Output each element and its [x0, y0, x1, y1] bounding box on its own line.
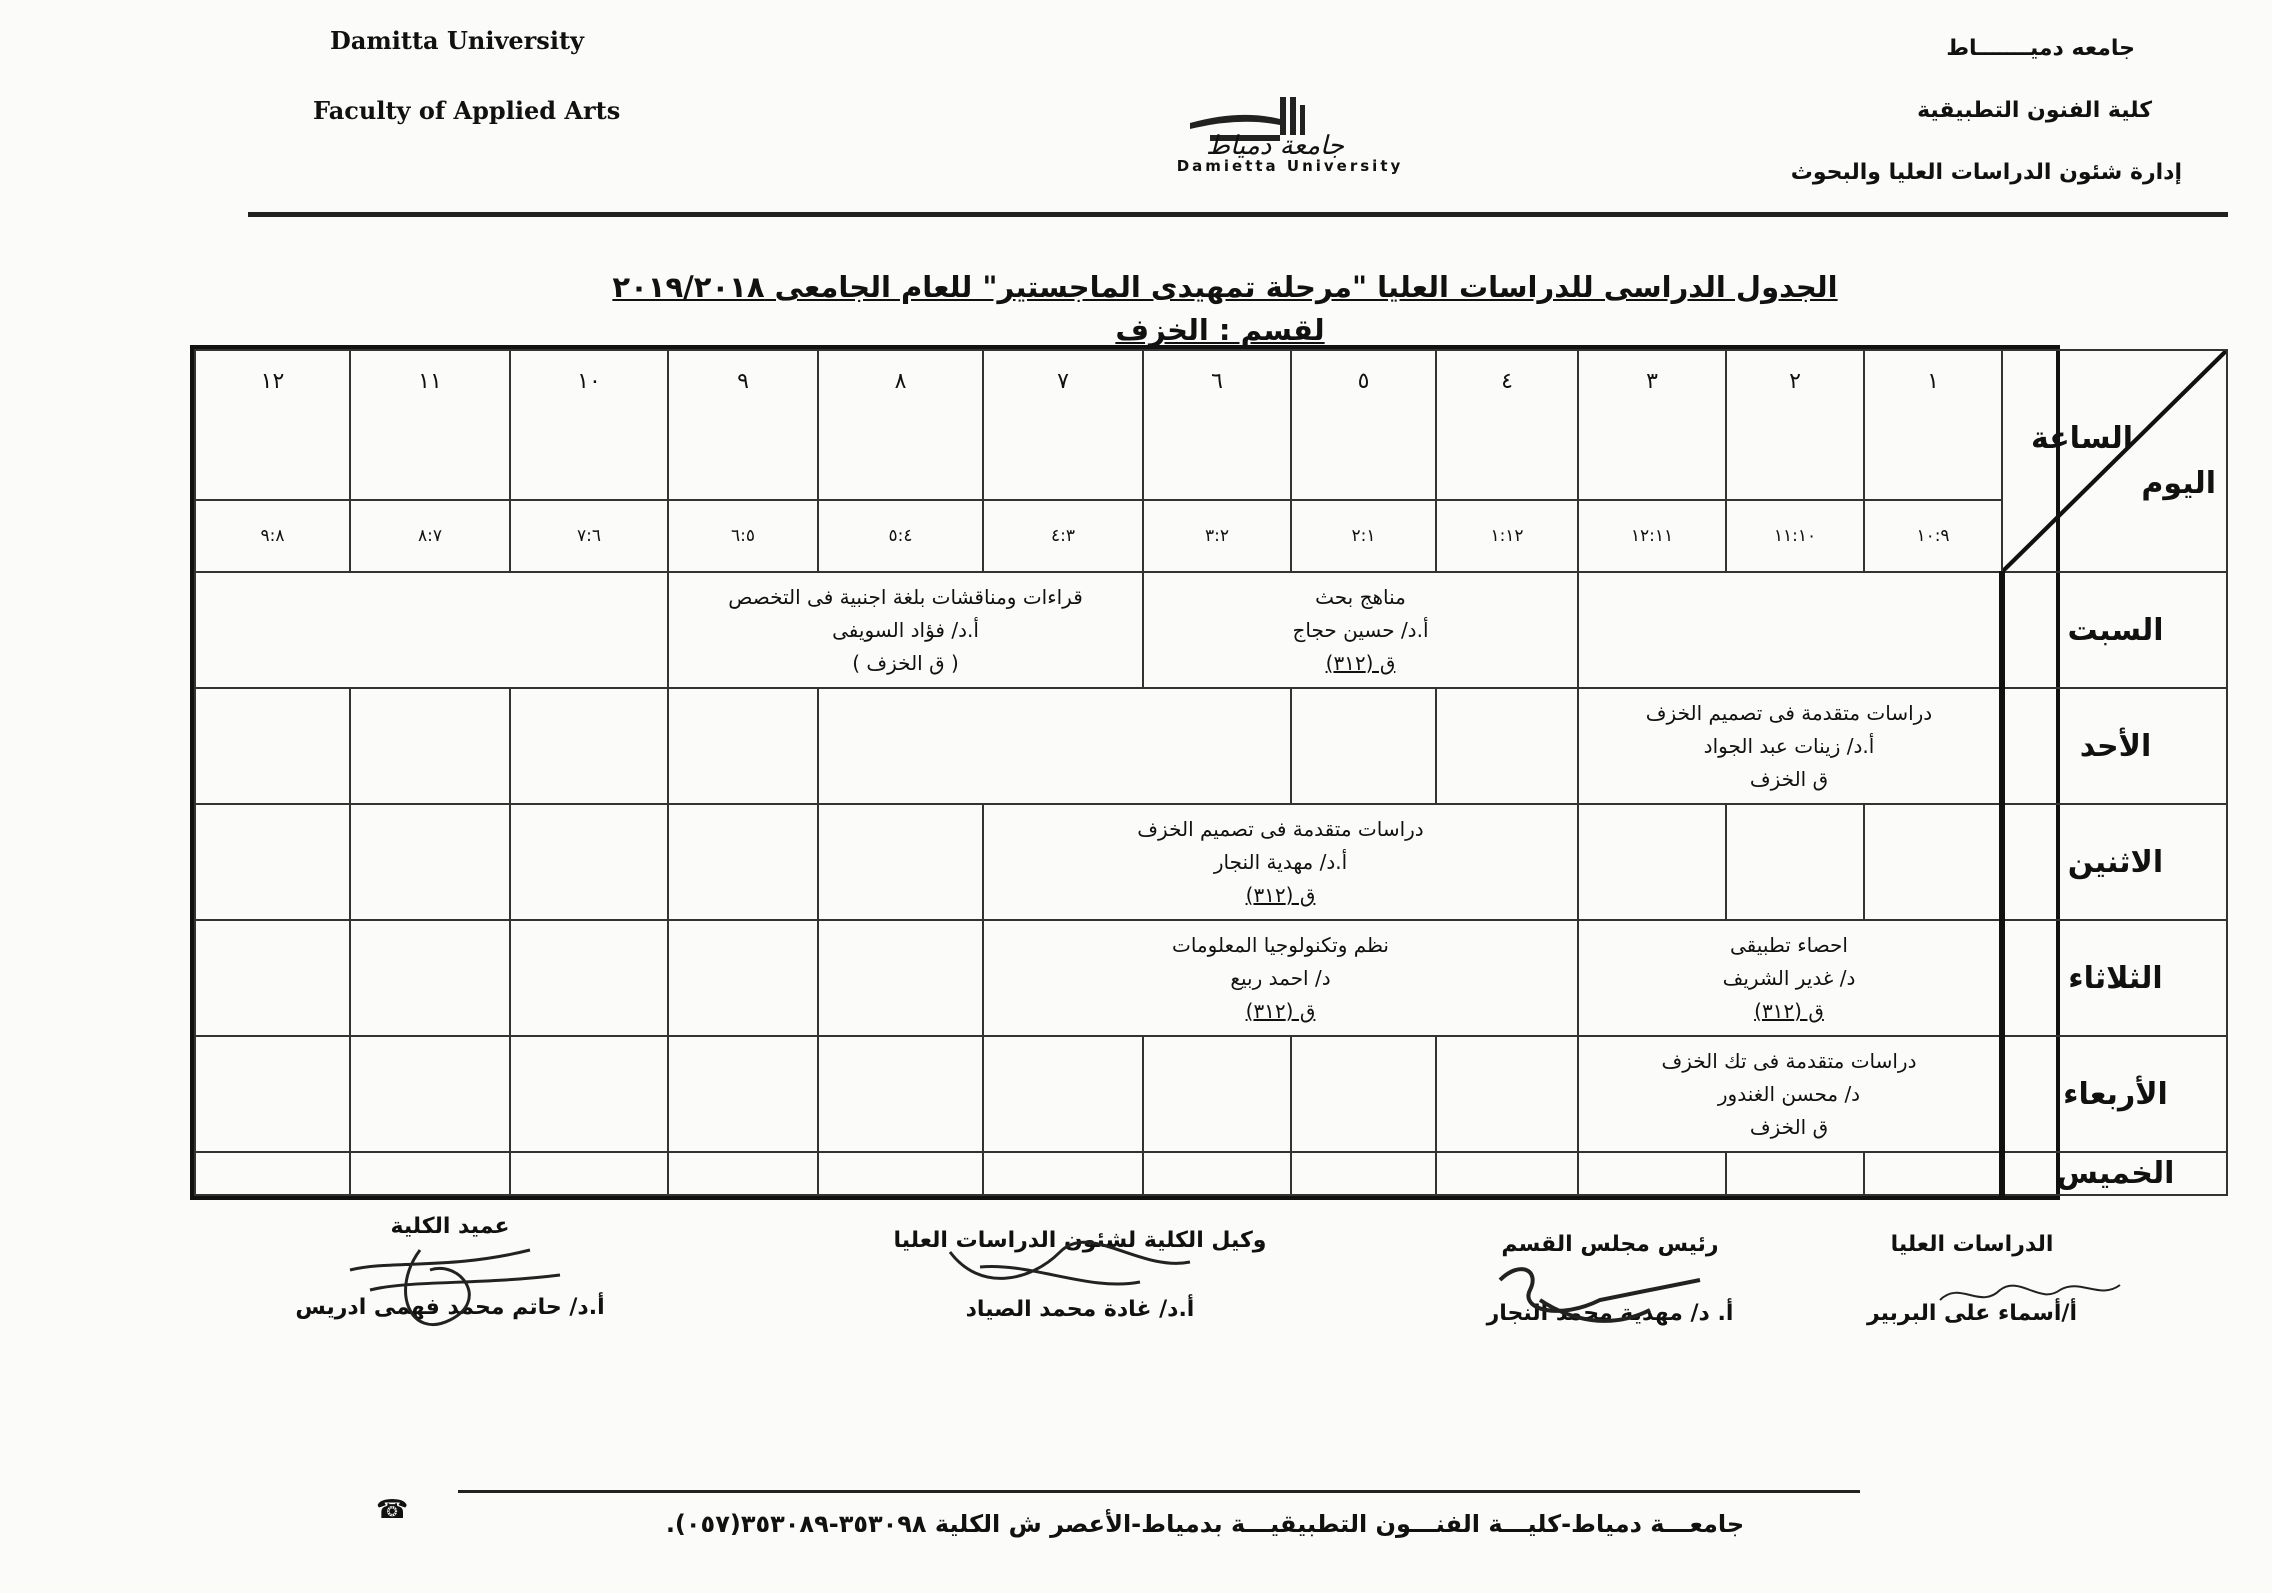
university-name-ar: جامعه دميـــــــاط	[1946, 36, 2135, 61]
telephone-icon: ☎	[376, 1495, 409, 1525]
slot-number: ١	[1864, 350, 2002, 500]
empty-cell	[1578, 1152, 1726, 1195]
empty-cell	[510, 1036, 668, 1152]
footer-rule	[458, 1490, 1860, 1493]
timetable	[190, 345, 2216, 1200]
empty-cell	[1291, 688, 1436, 804]
department-title: لقسم : الخزف	[1115, 313, 1325, 347]
empty-cell	[1864, 1152, 2002, 1195]
time-label: ٩:٨	[195, 500, 350, 572]
course-title: مناهج بحث	[1315, 584, 1406, 609]
signature-role: عميد الكلية	[390, 1214, 510, 1239]
handwritten-signature	[1930, 1270, 2130, 1320]
empty-cell	[510, 688, 668, 804]
course-room: ق الخزف	[1749, 1114, 1829, 1139]
course-cell	[983, 920, 1578, 1036]
slot-number: ١٠	[510, 350, 668, 500]
course-title: احصاء تطبيقى	[1730, 932, 1848, 957]
course-cell	[1578, 688, 2002, 804]
empty-cell	[195, 688, 350, 804]
time-label: ٨:٧	[350, 500, 510, 572]
empty-cell	[1143, 1152, 1291, 1195]
corner-diagonal	[2003, 351, 2226, 571]
time-label: ١٠:٩	[1864, 500, 2002, 572]
course-teacher: أ.د/ فؤاد السويفى	[832, 617, 979, 642]
day-saturday: السبت	[2002, 572, 2227, 688]
empty-cell	[350, 920, 510, 1036]
slot-number: ٨	[818, 350, 983, 500]
course-room: ق (٣١٢)	[1245, 882, 1316, 907]
time-label: ١٢:١١	[1578, 500, 1726, 572]
empty-cell	[668, 1036, 818, 1152]
course-cell	[668, 572, 1143, 688]
logo-text-ar: جامعة دمياط	[1206, 131, 1344, 161]
course-teacher: د/ محسن الغندور	[1717, 1081, 1861, 1106]
course-room: ق (٣١٢)	[1325, 650, 1396, 675]
empty-cell	[1436, 1036, 1578, 1152]
slot-number: ٩	[668, 350, 818, 500]
logo-text-en: Damietta University	[1176, 157, 1404, 175]
corner-cell	[2002, 350, 2227, 572]
signature-name: أ.د/ غادة محمد الصياد	[965, 1297, 1195, 1322]
slot-number: ٦	[1143, 350, 1291, 500]
faculty-name-ar: كلية الفنون التطبيقية	[1917, 98, 2152, 123]
faculty-name-en: Faculty of Applied Arts	[313, 96, 621, 125]
slot-number: ٢	[1726, 350, 1864, 500]
slot-number: ٥	[1291, 350, 1436, 500]
course-teacher: د/ غدير الشريف	[1722, 965, 1856, 990]
signature-name: أ.د/ حاتم محمد فهمى ادريس	[295, 1295, 605, 1320]
time-label: ٢:١	[1291, 500, 1436, 572]
slot-number: ٤	[1436, 350, 1578, 500]
university-logo	[1130, 95, 1450, 175]
time-label: ٦:٥	[668, 500, 818, 572]
empty-cell	[195, 920, 350, 1036]
empty-cell	[1291, 1152, 1436, 1195]
course-title: قراءات ومناقشات بلغة اجنبية فى التخصص	[728, 584, 1083, 609]
hour-label: الساعة	[2031, 421, 2134, 456]
empty-cell	[350, 804, 510, 920]
signature-role: رئيس مجلس القسم	[1501, 1232, 1719, 1257]
empty-cell	[195, 1036, 350, 1152]
course-title: دراسات متقدمة فى تصميم الخزف	[1645, 700, 1933, 725]
course-cell	[1578, 920, 2002, 1036]
handwritten-signature	[330, 1230, 570, 1340]
empty-cell	[1726, 1152, 1864, 1195]
time-label: ٤:٣	[983, 500, 1143, 572]
slot-number: ٧	[983, 350, 1143, 500]
empty-cell	[983, 1036, 1143, 1152]
empty-cell	[1578, 804, 1726, 920]
empty-cell	[668, 688, 818, 804]
time-label: ١:١٢	[1436, 500, 1578, 572]
handwritten-signature	[940, 1222, 1200, 1312]
empty-cell	[1864, 804, 2002, 920]
header-rule	[248, 212, 2228, 217]
course-title: دراسات متقدمة فى تك الخزف	[1661, 1048, 1917, 1073]
time-label: ٥:٤	[818, 500, 983, 572]
empty-cell	[1578, 572, 2002, 688]
slot-number: ١٢	[195, 350, 350, 500]
empty-cell	[510, 1152, 668, 1195]
empty-cell	[350, 1152, 510, 1195]
day-label: اليوم	[2141, 466, 2216, 501]
day-sunday: الأحد	[2002, 688, 2227, 804]
course-teacher: د/ احمد ربيع	[1230, 965, 1331, 990]
course-teacher: أ.د/ مهدية النجار	[1213, 849, 1348, 874]
course-cell	[983, 804, 1578, 920]
empty-cell	[668, 920, 818, 1036]
department-name-ar: إدارة شئون الدراسات العليا والبحوث	[1790, 160, 2182, 185]
time-label: ١١:١٠	[1726, 500, 1864, 572]
empty-cell	[510, 920, 668, 1036]
empty-cell	[350, 688, 510, 804]
day-tuesday: الثلاثاء	[2002, 920, 2227, 1036]
signature-role: وكيل الكلية لشئون الدراسات العليا	[893, 1228, 1267, 1253]
empty-cell	[818, 688, 1291, 804]
empty-cell	[818, 804, 983, 920]
course-room: ق الخزف	[1749, 766, 1829, 791]
empty-cell	[195, 804, 350, 920]
time-label: ٧:٦	[510, 500, 668, 572]
empty-cell	[983, 1152, 1143, 1195]
empty-cell	[818, 920, 983, 1036]
signature-name: أ/أسماء على البربير	[1867, 1301, 2077, 1326]
university-name-en: Damitta University	[330, 26, 584, 55]
course-cell	[1143, 572, 1578, 688]
empty-cell	[668, 804, 818, 920]
course-room: ق (٣١٢)	[1754, 998, 1824, 1023]
empty-cell	[350, 1036, 510, 1152]
empty-cell	[1726, 804, 1864, 920]
time-label: ٣:٢	[1143, 500, 1291, 572]
course-teacher: أ.د/ زينات عبد الجواد	[1703, 733, 1875, 758]
empty-cell	[1291, 1036, 1436, 1152]
empty-cell	[818, 1152, 983, 1195]
empty-cell	[1143, 1036, 1291, 1152]
timetable-grid	[194, 349, 2228, 1196]
course-title: دراسات متقدمة فى تصميم الخزف	[1137, 816, 1424, 841]
day-thursday: الخميس	[2002, 1152, 2227, 1195]
course-cell	[1578, 1036, 2002, 1152]
handwritten-signature	[1480, 1250, 1720, 1340]
slot-number: ٣	[1578, 350, 1726, 500]
empty-cell	[195, 572, 668, 688]
day-wednesday: الأربعاء	[2002, 1036, 2227, 1152]
course-room: ق (٣١٢)	[1245, 998, 1316, 1023]
footer-address: جامعـــة دمياط-كليـــة الفنـــون التطبيقيـــة بدمياط-الأعصر ش الكلية ٣٥٣٠٩٨-٣٥٣٠٨٩(٠٥٧).	[665, 1510, 1745, 1538]
course-teacher: أ.د/ حسين حجاج	[1292, 617, 1429, 642]
empty-cell	[195, 1152, 350, 1195]
signature-role: الدراسات العليا	[1890, 1232, 2054, 1257]
course-title: نظم وتكنولوجيا المعلومات	[1171, 932, 1389, 957]
empty-cell	[668, 1152, 818, 1195]
course-room: ( ق الخزف )	[852, 650, 959, 675]
slot-number: ١١	[350, 350, 510, 500]
empty-cell	[1436, 688, 1578, 804]
empty-cell	[1436, 1152, 1578, 1195]
empty-cell	[818, 1036, 983, 1152]
empty-cell	[510, 804, 668, 920]
signature-name: أ. د/ مهدية محمد النجار	[1486, 1301, 1734, 1326]
schedule-title: الجدول الدراسى للدراسات العليا "مرحلة تمهيدى الماجستير" للعام الجامعى ٢٠١٩/٢٠١٨	[612, 270, 1838, 304]
day-monday: الاثنين	[2002, 804, 2227, 920]
